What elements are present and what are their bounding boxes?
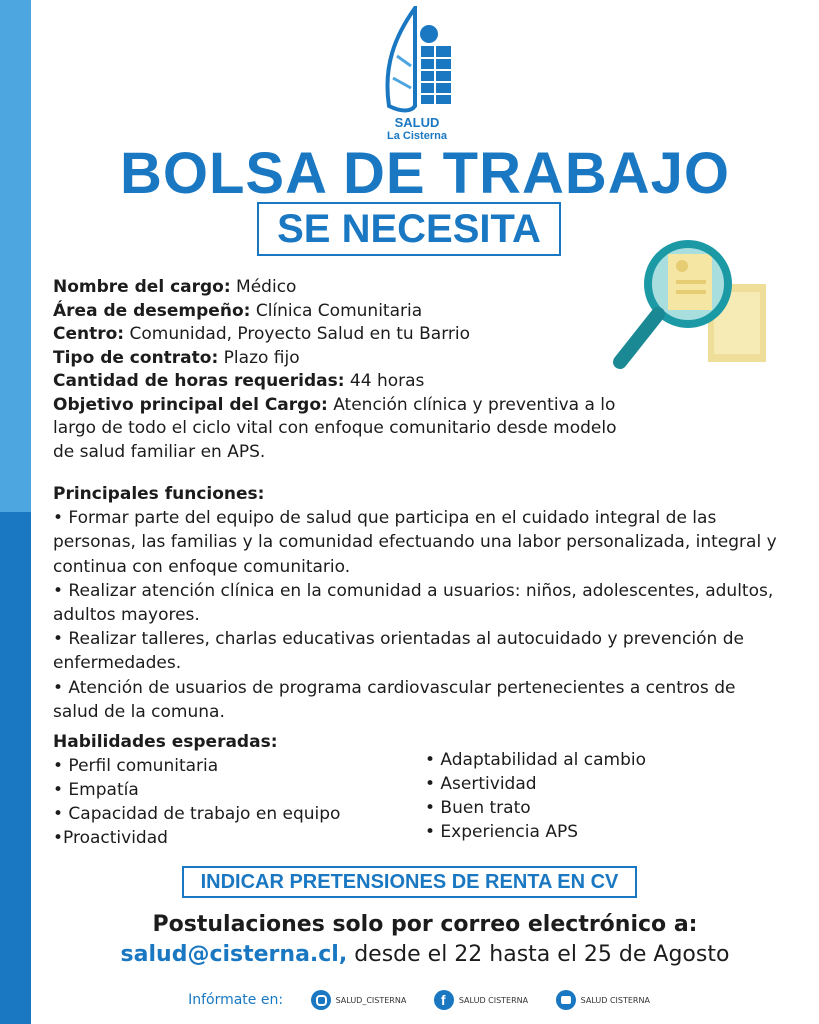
info-nombre: Nombre del cargo: Médico <box>53 277 297 297</box>
skills-right <box>425 748 755 844</box>
facebook-icon <box>434 990 454 1010</box>
leaf-building-icon <box>377 6 457 114</box>
left-accent-bar-light <box>0 0 31 512</box>
skill-item: • Buen trato <box>425 798 531 818</box>
skills-heading: Habilidades esperadas: <box>53 732 278 752</box>
logo-text-salud: SALUD <box>394 115 440 130</box>
function-item: • Atención de usuarios de programa cardiovascular pertenecientes a centros de salud de la comuna. <box>53 677 736 722</box>
postulaciones-detail <box>31 940 819 970</box>
functions-heading: Principales funciones: <box>53 484 265 504</box>
instagram-icon <box>311 990 331 1010</box>
job-info <box>53 276 643 464</box>
skill-item: •Proactividad <box>53 828 168 848</box>
instagram-link[interactable]: SALUD_CISTERNA <box>311 990 407 1010</box>
postulaciones-heading: Postulaciones solo por correo electrónico a: <box>152 912 698 937</box>
logo-text-la-cisterna: La Cisterna <box>387 130 447 142</box>
skill-item: • Experiencia APS <box>425 822 578 842</box>
youtube-link[interactable]: SALUD CISTERNA <box>556 990 650 1010</box>
skill-item: • Capacidad de trabajo en equipo <box>53 804 341 824</box>
info-objetivo: Objetivo principal del Cargo: Atención clínica y preventiva a lo largo de todo el ciclo vital con enfoque comunitario desde modelo de salud familiar en APS. <box>53 394 617 462</box>
skills-left <box>53 730 413 850</box>
facebook-link[interactable]: f SALUD CISTERNA <box>434 990 528 1010</box>
function-item: • Formar parte del equipo de salud que participa en el cuidado integral de las personas, las familias y la comunidad efectuando una labor personalizada, integral y continua con enfoque comunitario. <box>53 508 777 577</box>
youtube-icon <box>556 990 576 1010</box>
email-link[interactable]: salud@cisterna.cl, <box>120 942 348 967</box>
info-area: Área de desempeño: Clínica Comunitaria <box>53 300 423 321</box>
page-title: BOLSA DE TRABAJO <box>120 141 730 206</box>
subtitle-box: SE NECESITA <box>257 202 561 256</box>
social-bar <box>31 990 819 1010</box>
skill-item: • Perfil comunitaria <box>53 756 219 776</box>
function-item: • Realizar atención clínica en la comunidad a usuarios: niños, adolescentes, adultos, adultos mayores. <box>53 580 774 626</box>
function-item: • Realizar talleres, charlas educativas orientadas al autocuidado y prevención de enfermedades. <box>53 629 744 674</box>
skill-item: • Empatía <box>53 780 139 800</box>
salud-logo <box>372 6 462 146</box>
info-horas: Cantidad de horas requeridas: 44 horas <box>53 371 425 391</box>
postulaciones-dates: desde el 22 hasta el 25 de Agosto <box>347 942 730 967</box>
left-accent-bar-dark <box>0 512 31 1024</box>
renta-notice: INDICAR PRETENSIONES DE RENTA EN CV <box>182 866 637 898</box>
info-contrato: Tipo de contrato: Plazo fijo <box>53 347 300 368</box>
info-centro: Centro: Comunidad, Proyecto Salud en tu Barrio <box>53 324 470 344</box>
functions-section <box>53 482 783 724</box>
social-label: Infórmate en: <box>188 992 284 1008</box>
skill-item: • Asertividad <box>425 774 537 794</box>
skill-item: • Adaptabilidad al cambio <box>425 750 646 770</box>
